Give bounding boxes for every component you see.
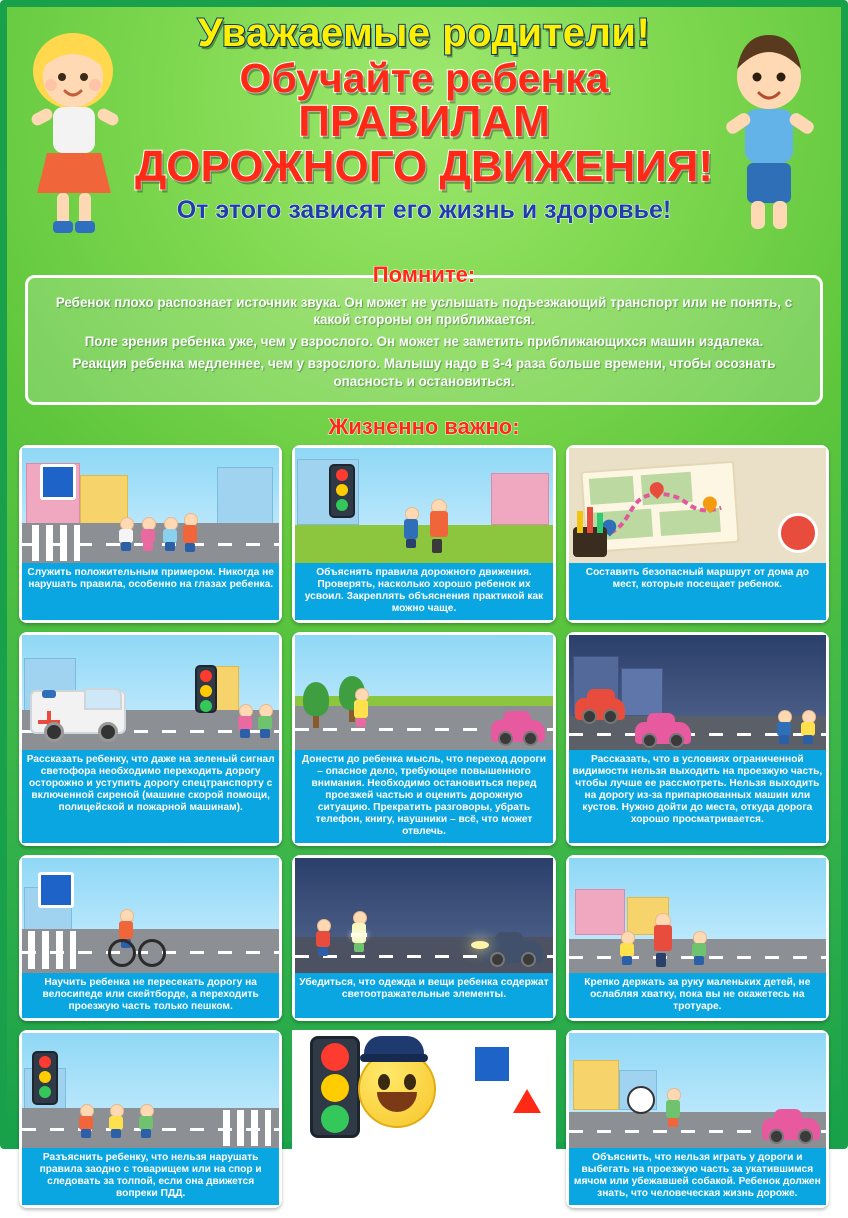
children-crossing-with-traffic-light-scene bbox=[22, 1033, 279, 1148]
card-caption: Убедиться, что одежда и вещи ребенка содержат светоотражательные элементы. bbox=[295, 973, 552, 1018]
card-bicycle-walk bbox=[19, 855, 282, 1021]
rain-children-running-between-cars-scene bbox=[569, 635, 826, 750]
card-caption: Научить ребенка не пересекать дорогу на велосипеде или скейтборде, а переходить проезжую часть только пешком. bbox=[22, 973, 279, 1018]
boy-with-bicycle-at-crossing-scene bbox=[22, 858, 279, 973]
card-safe-route bbox=[566, 445, 829, 623]
smiling-traffic-light-mascot-with-signs bbox=[292, 1030, 555, 1199]
header-subtitle: От этого зависят его жизнь и здоровье! bbox=[176, 195, 672, 224]
map-with-pins-scene bbox=[569, 448, 826, 563]
title-line-4: ДОРОЖНОГО ДВИЖЕНИЯ! bbox=[134, 141, 714, 191]
card-caption: Объяснять правила дорожного движения. Проверять, насколько хорошо ребенок их усвоил. Закреплять объяснения практикой как можно чаще. bbox=[295, 563, 552, 620]
boy-chasing-ball-near-car-scene bbox=[569, 1033, 826, 1148]
card-reflective-elements bbox=[292, 855, 555, 1021]
advice-grid bbox=[7, 445, 841, 1218]
remember-box bbox=[25, 275, 823, 405]
card-caption: Объяснить, что нельзя играть у дороги и выбегать на проезжую часть за укатившимся мячом или убежавшей собакой. Ребенок должен знать, что человеческая жизнь дороже. bbox=[569, 1148, 826, 1205]
card-caption: Рассказать, что в условиях ограниченной видимости нельзя выходить на проезжую часть, чтобы лучше ее рассмотреть. Нельзя выходить на дорогу из-за припаркованных машин или кустов. Нужно дойти до места, откуда дорога хорошо просматривается. bbox=[569, 750, 826, 843]
card-caption: Разъяснить ребенку, что нельзя нарушать правила заодно с товарищем или на спор и следовать за толпой, если она движется вопреки ПДД. bbox=[22, 1148, 279, 1205]
remember-title: Помните: bbox=[372, 262, 476, 287]
card-no-playing-near-road bbox=[566, 1030, 829, 1208]
card-caption: Составить безопасный маршрут от дома до мест, которые посещает ребенок. bbox=[569, 563, 826, 620]
remember-section bbox=[25, 262, 823, 405]
girl-character bbox=[13, 25, 153, 240]
ambulance-and-children-scene bbox=[22, 635, 279, 750]
remember-line: Реакция ребенка медленнее, чем у взрослого. Малышу надо в 3-4 раза больше времени, чтобы осознать опасность и остановиться. bbox=[72, 356, 776, 389]
card-caption bbox=[292, 1199, 555, 1208]
family-crossing-zebra-scene bbox=[22, 448, 279, 563]
card-explain-rules bbox=[292, 445, 555, 623]
card-stop-before-road bbox=[292, 632, 555, 846]
remember-line: Ребенок плохо распознает источник звука. Он может не услышать подъезжающий транспорт или не понять, с какой стороны он приближается. bbox=[55, 295, 793, 328]
card-limited-visibility bbox=[566, 632, 829, 846]
girl-stopping-before-road-scene bbox=[295, 635, 552, 750]
mother-holding-children-hands-scene bbox=[569, 858, 826, 973]
remember-line: Поле зрения ребенка уже, чем у взрослого. Он может не заметить приближающихся машин издалека. bbox=[84, 334, 764, 350]
boy-character bbox=[697, 25, 837, 240]
card-caption: Служить положительным примером. Никогда не нарушать правила, особенно на глазах ребенка. bbox=[22, 563, 279, 620]
card-hold-hand bbox=[566, 855, 829, 1021]
card-special-transport bbox=[19, 632, 282, 846]
card-caption: Рассказать ребенку, что даже на зеленый сигнал светофора необходимо переходить дорогу осторожно и уступить дорогу спецтранспорту с включенной сиреной (машине скорой помощи, полицейской и пожарной машинам). bbox=[22, 750, 279, 843]
reflective-clothing-at-night-scene bbox=[295, 858, 552, 973]
traffic-light-father-and-son-scene bbox=[295, 448, 552, 563]
poster-header bbox=[7, 7, 841, 263]
title-line-3: ПРАВИЛАМ bbox=[298, 96, 550, 146]
page-title: Уважаемые родители! bbox=[197, 11, 651, 55]
section-title: Жизненно важно: bbox=[328, 413, 520, 439]
title-line-2: Обучайте ребенка bbox=[239, 55, 609, 101]
card-no-crowd-following bbox=[19, 1030, 282, 1208]
card-caption: Крепко держать за руку маленьких детей, не ослабляя хватку, пока вы не окажетесь на тротуаре. bbox=[569, 973, 826, 1018]
card-traffic-light-mascot bbox=[292, 1030, 555, 1208]
card-caption: Донести до ребенка мысль, что переход дороги – опасное дело, требующее повышенного внимания. Необходимо остановиться перед проезжей частью и оценить дорожную ситуацию. Прекратить разговоры, убрать телефон, книгу, наушники – всё, что может отвлечь. bbox=[295, 750, 552, 843]
card-example bbox=[19, 445, 282, 623]
